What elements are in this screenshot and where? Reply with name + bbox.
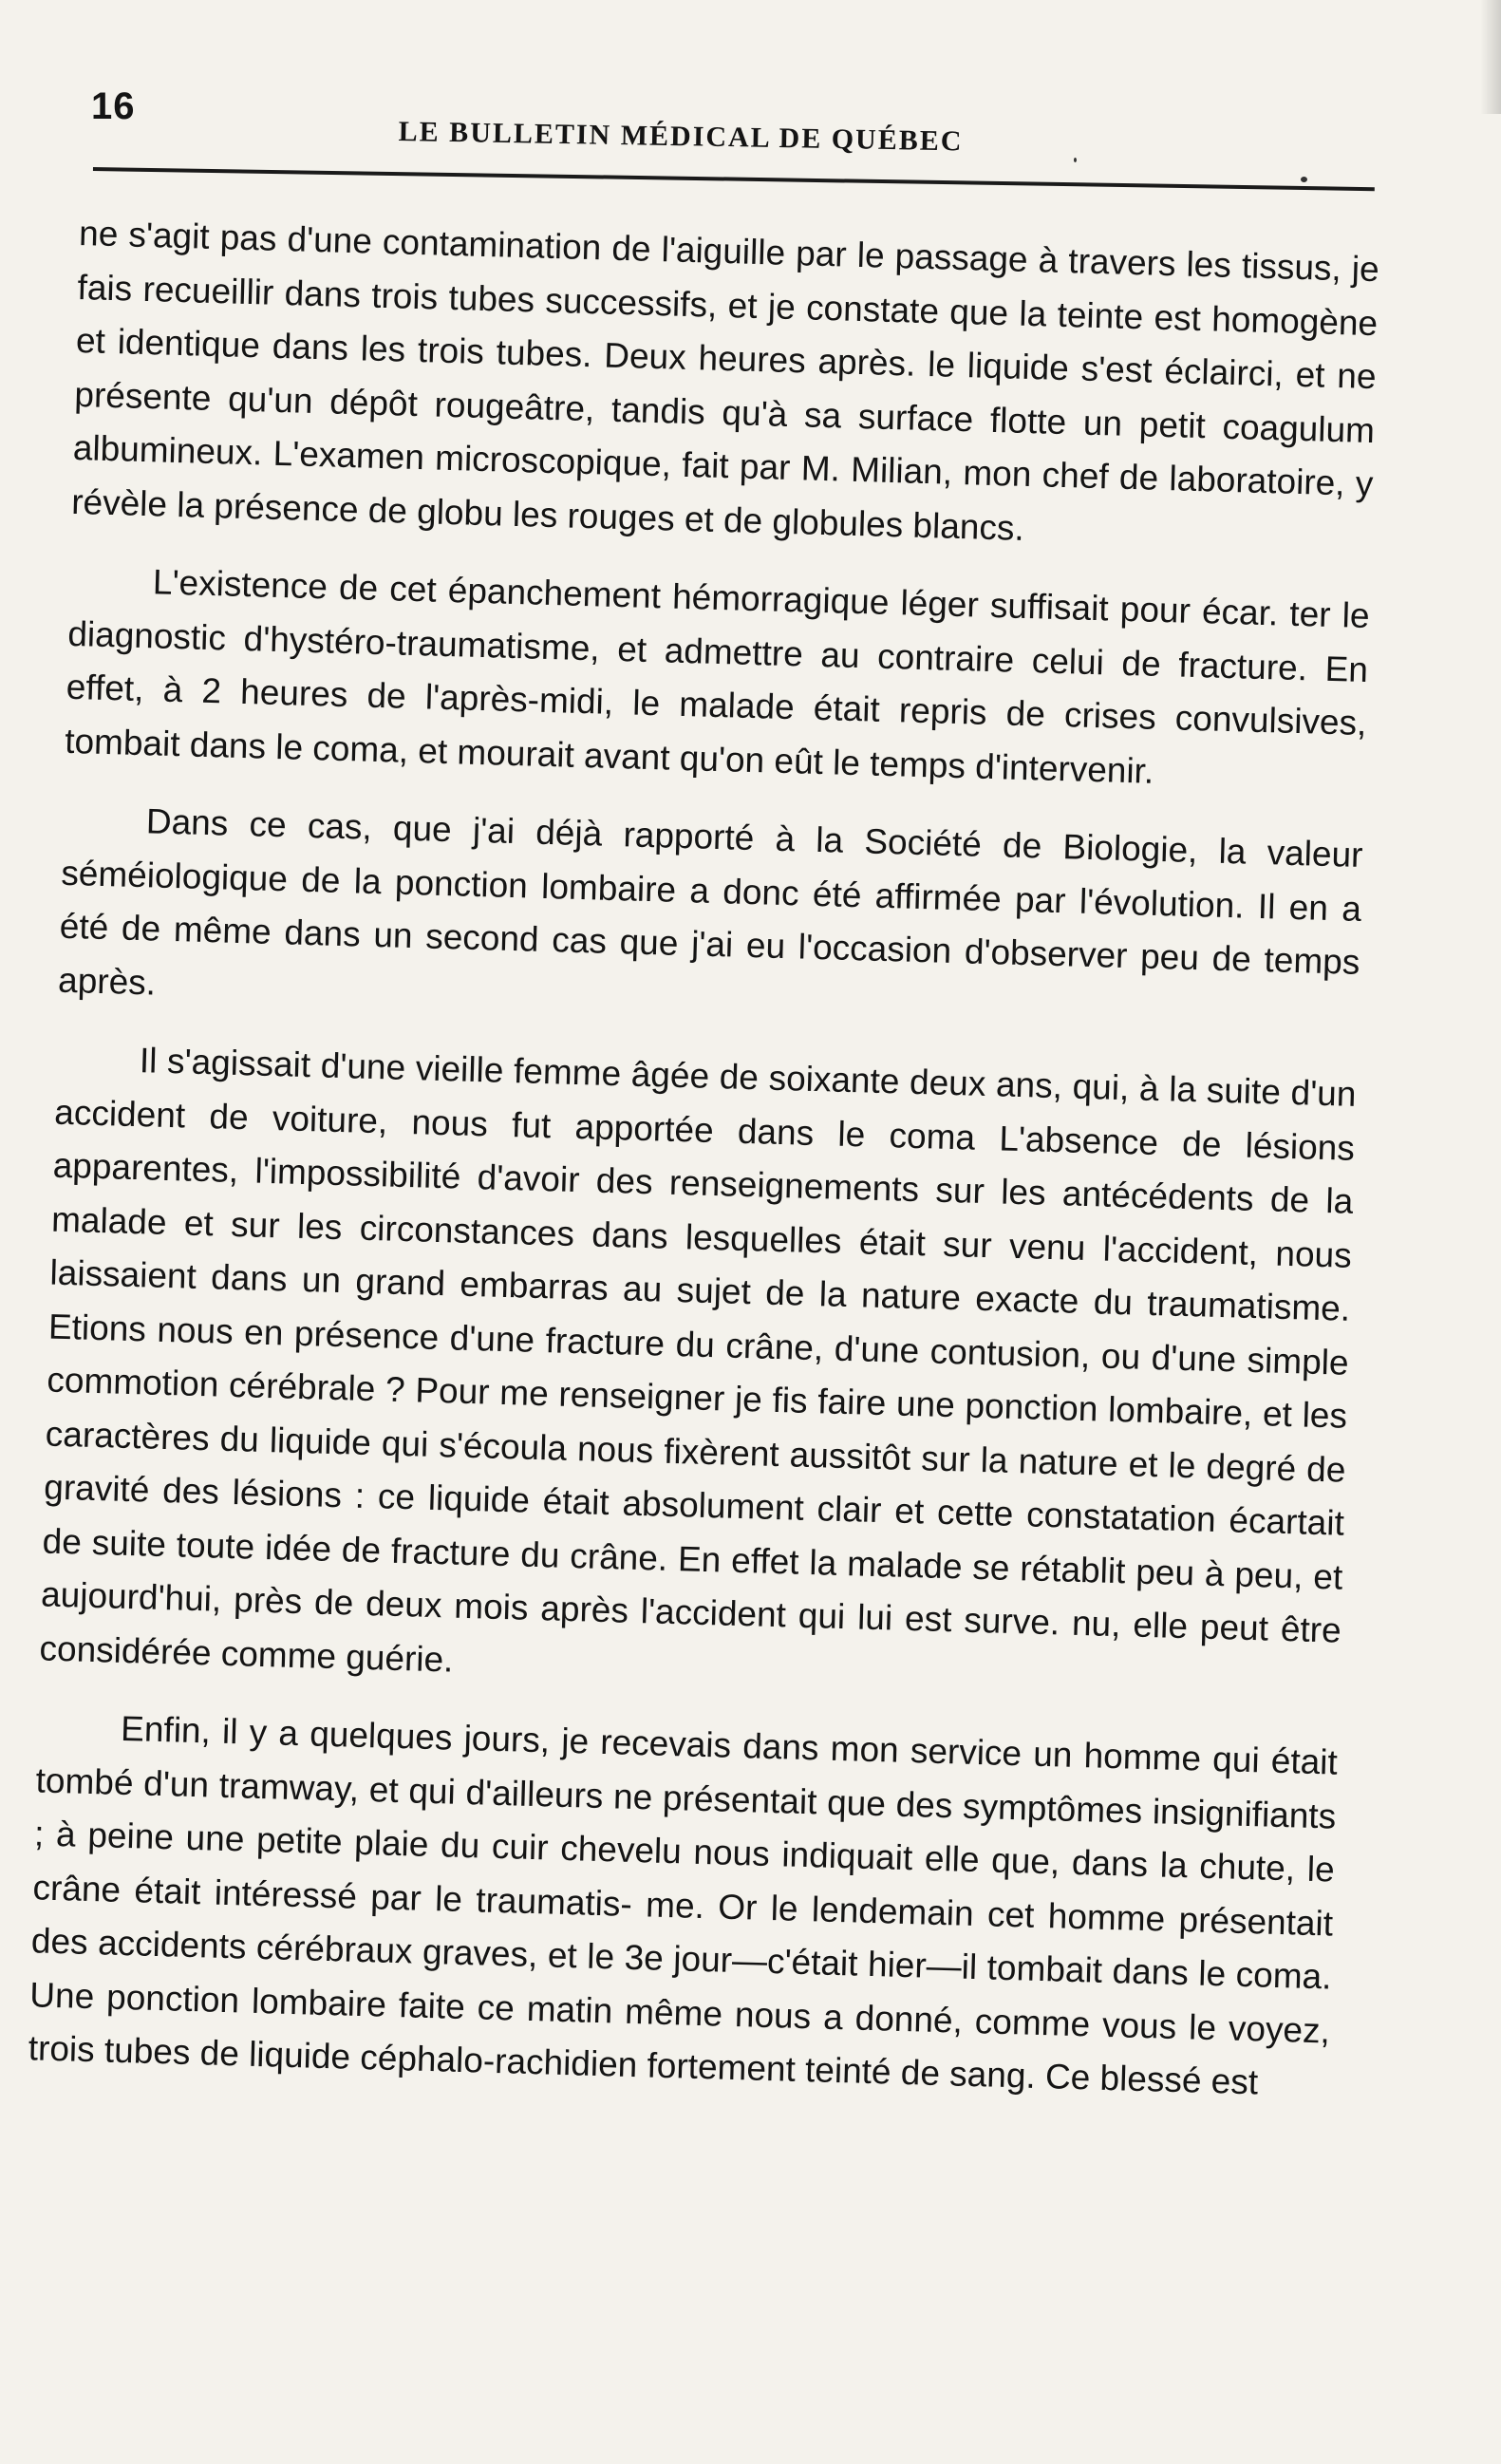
print-speck [1301,177,1307,182]
page-edge-shadow [1480,0,1501,114]
header-rule [93,167,1375,191]
print-speck [1074,158,1077,162]
paragraph-2: L'existence de cet épanchement hémorragique léger suffisait pour écar. ter le diagnostic d'hystéro-traumatisme, et admettre au contraire celui de fracture. En effet, à 2 heures de l'après-midi, le malade était repris de crises convulsives, tombait dans le coma, et mourait avant qu'on eût le temps d'intervenir. [64,562,1371,791]
body-text [27,207,1379,2136]
paragraph-3: Dans ce cas, que j'ai déjà rapporté à la Société de Biologie, la valeur séméiologique de la ponction lombaire a donc été affirmée par l'évolution. Il en a été de même dans un second cas que j'ai eu l'occasion d'observer peu de temps après. [57,801,1364,1003]
paragraph-1: ne s'agit pas d'une contamination de l'aiguille par le passage à travers les tissus, je fais recueillir dans trois tubes successifs, et je constate que la teinte est homogène et identique dans les trois tubes. Deux heures après. le liquide s'est éclairci, et ne présente qu'un dépôt rougeâtre, tandis qu'à sa surface flotte un petit coagulum albumineux. L'examen microscopique, fait par M. Milian, mon chef de laboratoire, y révèle la présence de globu les rouges et de globules blancs. [70,213,1380,548]
page-number: 16 [91,85,136,127]
running-head: LE BULLETIN MÉDICAL DE QUÉBEC [398,116,964,158]
paragraph-5: Enfin, il y a quelques jours, je recevais dans mon service un homme qui était tombé d'un tramway, et qui d'ailleurs ne présentait que des symptômes insignifiants ; à peine une petite plaie du cuir chevelu nous indiquait elle que, dans la chute, le crâne était intéressé par le traumatis- me. Or le lendemain cet homme présentait des accidents cérébraux graves, et le 3e jour—c'était hier—il tombait dans le coma. Une ponction lombaire faite ce matin même nous a donné, comme vous le voyez, trois tubes de liquide céphalo-rachidien fortement teinté de sang. Ce blessé est [28,1708,1339,2102]
paragraph-4: Il s'agissait d'une vieille femme âgée de soixante deux ans, qui, à la suite d'un accident de voiture, nous fut apportée dans le coma L'absence de lésions apparentes, l'impossibilité d'avoir des renseignements sur les antécédents de la malade et sur les circonstances dans lesquelles était sur venu l'accident, nous laissaient dans un grand embarras au sujet de la nature exacte du traumatisme. Etions nous en présence d'une fracture du crâne, d'une contusion, ou d'une simple commotion cérébrale ? Pour me renseigner je fis faire une ponction lombaire, et les caractères du liquide qui s'écoula nous fixèrent aussitôt sur la nature et le degré de gravité des lésions : ce liquide était absolument clair et cette constatation écartait de suite toute idée de fracture du crâne. En effet la malade se rétablit peu à peu, et aujourd'hui, près de deux mois après l'accident qui lui est surve. nu, elle peut être considérée comme guérie. [39,1041,1358,1680]
